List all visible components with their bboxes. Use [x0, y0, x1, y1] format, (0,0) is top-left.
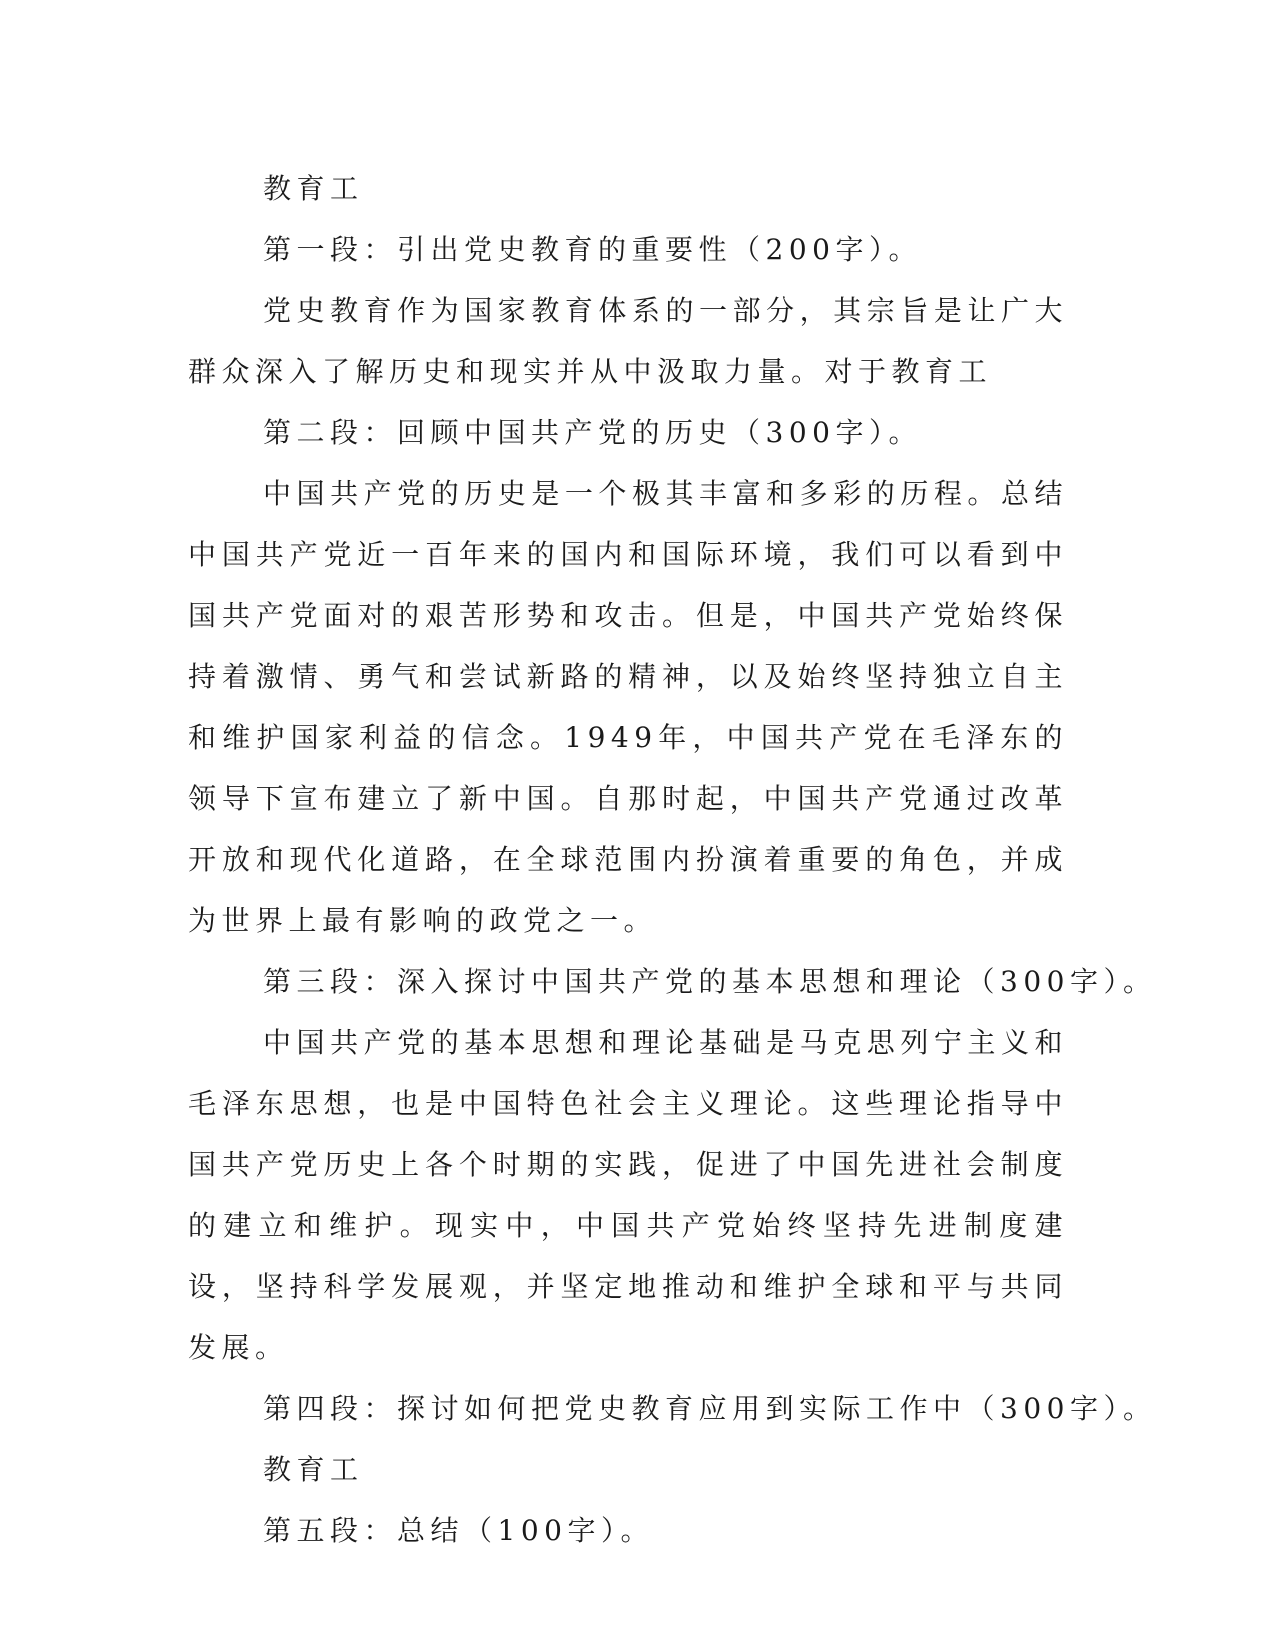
section-1-heading: 第一段：引出党史教育的重要性（200字）。 [263, 233, 922, 266]
section-5-heading: 第五段：总结（100字）。 [263, 1514, 654, 1547]
section-2-heading: 第二段：回顾中国共产党的历史（300字）。 [263, 416, 922, 449]
section-3-heading: 第三段：深入探讨中国共产党的基本思想和理论（300字）。 [263, 965, 1157, 998]
section-3-body: 中国共产党的基本思想和理论基础是马克思列宁主义和毛泽东思想，也是中国特色社会主义理论。这些理论指导中国共产党历史上各个时期的实践，促进了中国先进社会制度的建立和维护。现实中，中国共产党始终坚持先进制度建设，坚持科学发展观，并坚定地推动和维护全球和平与共同发展。 [188, 1026, 1068, 1364]
document-body [188, 158, 1157, 1561]
section-4-body: 教育工 [263, 1453, 364, 1486]
section-4-heading: 第四段：探讨如何把党史教育应用到实际工作中（300字）。 [263, 1392, 1157, 1425]
section-1-body: 党史教育作为国家教育体系的一部分，其宗旨是让广大群众深入了解历史和现实并从中汲取力量。对于教育工 [188, 294, 1068, 388]
section-2-body: 中国共产党的历史是一个极其丰富和多彩的历程。总结中国共产党近一百年来的国内和国际环境，我们可以看到中国共产党面对的艰苦形势和攻击。但是，中国共产党始终保持着激情、勇气和尝试新路的精神，以及始终坚持独立自主和维护国家利益的信念。1949年，中国共产党在毛泽东的领导下宣布建立了新中国。自那时起，中国共产党通过改革开放和现代化道路，在全球范围内扮演着重要的角色，并成为世界上最有影响的政党之一。 [188, 477, 1068, 937]
paragraph-heading-fragment: 教育工 [263, 172, 364, 205]
